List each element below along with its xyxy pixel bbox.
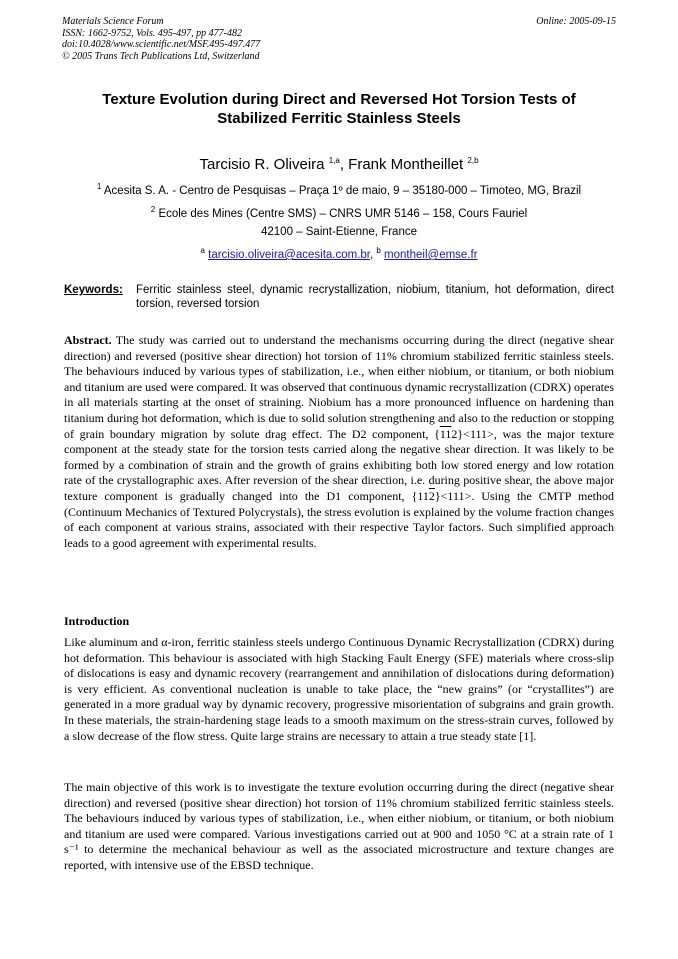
d1-component [412,489,472,503]
keywords-label: Keywords: [64,284,123,296]
title-line-2: Stabilized Ferritic Stainless Steels [217,110,461,127]
email-link-b[interactable]: montheil@emse.fr [384,248,478,261]
email-a-marker: a [200,246,205,255]
affiliation-2 [0,205,678,220]
affiliation-1-text: Acesita S. A. - Centro de Pesquisas – Praça 1º de maio, 9 – 35180-000 – Timoteo, MG, Brazil [103,184,582,197]
doi-line: doi:10.4028/www.scientific.net/MSF.495-497.477 [62,39,261,50]
abstract-text-1: The study was carried out to understand the mechanisms occurring during the direct (negative shear direction) and reversed (positive shear direction) hot torsion of 11% chromium stabilized ferritic stainless steels. The behaviours induced by various types of stabilization, i.e., when either niobium, or titanium, or both niobium and titanium are used were compared. It was observed that continuous dynamic recrystallization (CDRX) operates in all materials starting at the onset of straining. Niobium has a more pronounced influence on hardening than titanium during hot deformation, which is due to solid solution strengthening and also to the reduction or stopping of grain boundary migration by solute drag effect. The D2 component, [64,333,614,441]
email-separator: , [370,248,377,261]
email-line [0,246,678,261]
d2-brace: { [434,426,440,441]
affiliation-2-city: 42100 – Saint-Etienne, France [261,226,417,238]
d2-overlined-indices: 11 [439,426,452,441]
affiliation-2-marker: 2 [150,205,156,214]
author-1: Tarcisio R. Oliveira [199,156,325,173]
affiliation-1-marker: 1 [96,182,102,191]
author-separator: , [339,156,349,173]
d2-component [434,427,494,441]
keywords-block [64,283,614,311]
d2-rest: 2}<111> [451,426,494,441]
author-list [0,156,678,173]
affiliation-1 [0,182,678,197]
title-line-1: Texture Evolution during Direct and Reversed Hot Torsion Tests of [102,91,576,108]
online-date: Online: 2005-09-15 [536,16,616,27]
journal-header [62,16,260,62]
paper-title [40,90,638,128]
introduction-paragraph-1: Like aluminum and α-iron, ferritic stainless steels undergo Continuous Dynamic Recrystallization (CDRX) during hot deformation. This behaviour is associated with high Stacking Fault Energy (SFE) materials where cross-slip of dislocations is easy and dynamic recovery (rearrangement and annihilation of dislocations during deformation) is very efficient. As conventional nucleation is unable to take place, the “new grains” (or “crystallites”) are generated in a more gradual way by dynamic recovery, progressive misorientation of subgrains and grain growth. In these materials, the strain-hardening stage leads to a smooth maximum on the stress-strain curves, followed by a slow decrease of the flow stress. Quite large strains are necessary to attain a true steady state [1]. [64,635,614,743]
introduction-paragraph-2: The main objective of this work is to investigate the texture evolution occurring during the direct (negative shear direction) and reversed (positive shear direction) hot torsion of 11% chromium stabilized ferritic stainless steels. The behaviours induced by various types of stabilization, i.e., when either niobium, or titanium, or both niobium and titanium are used were compared. Various investigations carried out at 900 and 1050 °C at a strain rate of 1 s⁻¹ to determine the mechanical behaviour as well as the associated microstructure and texture changes are reported, with intensive use of the EBSD technique. [64,780,614,872]
author-2-affil: 2,b [467,156,479,165]
author-1-affil: 1,a [328,156,340,165]
abstract-label: Abstract. [64,333,112,347]
affiliation-2-text: Ecole des Mines (Centre SMS) – CNRS UMR 5146 – 158, Cours Fauriel [158,207,528,220]
issn-line: ISSN: 1662-9752, Vols. 495-497, pp 477-482 [62,27,242,39]
abstract-text-2: , was the major texture component at the steady state for the torsion tests carried along the negative shear direction. It was likely to be formed by a combination of strain and the growth of grains exhibiting both low stored energy and low rotation rate of the crystallographic axes. After reversion of the shear direction, i.e. during positive shear, the above major texture component is gradually changed into the D1 component, [64,426,614,503]
journal-name: Materials Science Forum [62,16,164,27]
keywords-text: Ferritic stainless steel, dynamic recrystallization, niobium, titanium, hot deformation, direct torsion, reversed torsion [136,284,614,310]
copyright-line: © 2005 Trans Tech Publications Ltd, Switzerland [62,50,260,62]
email-b-marker: b [376,246,381,255]
d1-rest: }<111> [434,488,472,503]
introduction-heading: Introduction [64,614,130,628]
email-link-a[interactable]: tarcisio.oliveira@acesita.com.br [208,248,370,261]
author-2: Frank Montheillet [348,156,464,173]
d1-overlined-index: 2 [428,488,435,503]
abstract-paragraph [64,333,614,551]
d1-brace: {11 [411,488,429,503]
abstract-text-3: . Using the CMTP method (Continuum Mechanics of Textured Polycrystals), the stress evolution is explained by the volume fraction changes of each component at various strains, associated with their respective Taylor factors. Such simplified approach leads to a good agreement with experimental results. [64,488,615,550]
